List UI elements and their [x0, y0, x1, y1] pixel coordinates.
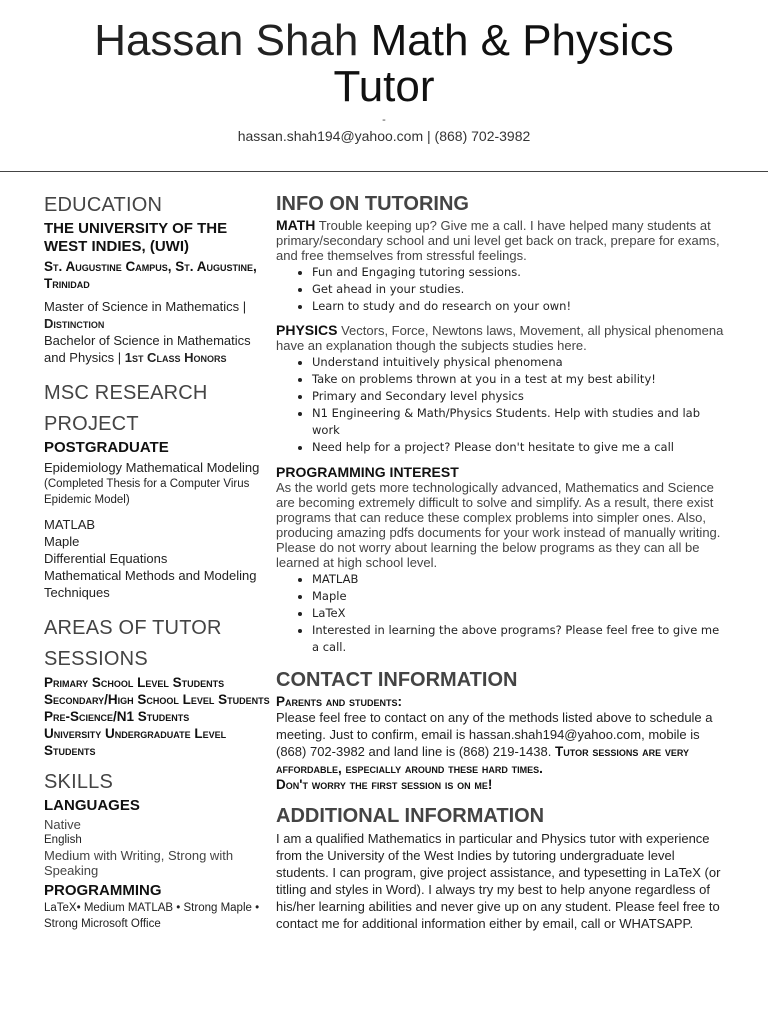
- skills-title: SKILLS: [44, 771, 114, 793]
- role-line1: Math & Physics: [370, 16, 674, 65]
- degree1-text: Master of Science in Mathematics |: [44, 299, 247, 314]
- degree2-honor: 1st Class Honors: [124, 350, 227, 365]
- areas-item: Primary School Level Students: [44, 675, 225, 690]
- programming-bullets: [276, 571, 726, 656]
- additional-text: I am a qualified Mathematics in particular and Physics tutor with experience from the University of the West Indies by tutoring undergraduate level students. I can program, give project assistance, and typesetting in LaTeX (or titling and styles in Word). I always try my best to help anyone regardless of his/her learning abilities and never give up on any student. Please feel free to contact me for additional information either by email, call or WHATSAPP.: [276, 831, 721, 931]
- programming-skills: LaTeX• Medium MATLAB • Strong Maple • Strong Microsoft Office: [44, 902, 260, 930]
- areas-item: Pre-Science/N1 Students: [44, 709, 190, 724]
- physics-text: Vectors, Force, Newtons laws, Movement, all physical phenomena have an explanation though the subjects studies here.: [276, 323, 724, 353]
- research-title-line2: PROJECT: [44, 413, 139, 435]
- list-item: • Understand intuitively physical phenomena: [312, 354, 726, 371]
- language-level: Medium with Writing, Strong with Speaking: [44, 848, 234, 878]
- person-name: Hassan Shah: [94, 16, 359, 65]
- list-item: • Get ahead in your studies.: [312, 281, 726, 298]
- contact-bold1: Tutor sessions are very affordable, especially around these hard times.: [276, 744, 690, 776]
- left-column: [44, 190, 270, 932]
- research-title-line1: MSC RESEARCH: [44, 382, 208, 404]
- contact-lead: Parents and students:: [276, 694, 403, 709]
- resume-header: [0, 18, 768, 144]
- research-tool: Differential Equations: [44, 551, 168, 566]
- research-subtitle: POSTGRADUATE: [44, 439, 169, 456]
- right-column: [276, 190, 726, 932]
- research-thesis: (Completed Thesis for a Computer Virus Epidemic Model): [44, 478, 250, 506]
- math-lead: MATH: [276, 217, 316, 233]
- areas-item: Secondary/High School Level Students: [44, 692, 270, 707]
- physics-bullets: [276, 354, 726, 456]
- list-item: • Learn to study and do research on your own!: [312, 298, 726, 315]
- physics-paragraph: [276, 323, 726, 353]
- list-item: • N1 Engineering & Math/Physics Students. Help with studies and lab work: [312, 405, 726, 439]
- header-dash: -: [382, 114, 386, 126]
- list-item: • Take on problems thrown at you in a test at my best ability!: [312, 371, 726, 388]
- research-tool: MATLAB: [44, 517, 96, 532]
- languages-title: LANGUAGES: [44, 797, 140, 814]
- areas-title-line2: SESSIONS: [44, 648, 148, 670]
- programming-interest-lead: PROGRAMMING INTEREST: [276, 464, 459, 480]
- contact-bold2: Don't worry the first session is on me!: [276, 777, 493, 792]
- list-item: • Primary and Secondary level physics: [312, 388, 726, 405]
- math-bullets: [276, 264, 726, 315]
- math-text: Trouble keeping up? Give me a call. I have helped many students at primary/secondary school and uni level get back on track, prepare for exams, and free themselves from stressful feelings.: [276, 218, 720, 263]
- research-topic: Epidemiology Mathematical Modeling: [44, 460, 260, 475]
- degree1-honor: Distinction: [44, 316, 105, 331]
- list-item: • Maple: [312, 588, 726, 605]
- research-tool: Mathematical Methods and Modeling Techniques: [44, 568, 257, 600]
- education-degree2: [44, 332, 270, 366]
- list-item: • LaTeX: [312, 605, 726, 622]
- language-english: English: [44, 834, 82, 846]
- info-title: INFO ON TUTORING: [276, 193, 469, 215]
- contact-title: CONTACT INFORMATION: [276, 669, 518, 691]
- page-title: [0, 18, 768, 110]
- math-paragraph: [276, 218, 726, 263]
- language-native: Native: [44, 817, 81, 832]
- role-line2: Tutor: [333, 62, 435, 111]
- additional-title: ADDITIONAL INFORMATION: [276, 805, 545, 827]
- contact-text: Please feel free to contact on any of the methods listed above to schedule a meeting. Just to confirm, email is hassan.shah194@yahoo.com, mobile is (868) 702-3982 and land line is (868) 219-1438.: [276, 710, 713, 759]
- list-item: • Fun and Engaging tutoring sessions.: [312, 264, 726, 281]
- education-school: THE UNIVERSITY OF THE WEST INDIES, (UWI): [44, 220, 228, 255]
- research-tool: Maple: [44, 534, 80, 549]
- header-contact: hassan.shah194@yahoo.com | (868) 702-3982: [237, 128, 531, 144]
- degree2-text: Bachelor of Science in Mathematics and Physics |: [44, 333, 251, 365]
- list-item: • MATLAB: [312, 571, 726, 588]
- physics-lead: PHYSICS: [276, 322, 338, 338]
- header-divider: [0, 171, 768, 172]
- education-title: EDUCATION: [44, 194, 163, 216]
- education-degree1: [44, 298, 270, 332]
- areas-item: University Undergraduate Level Students: [44, 726, 227, 758]
- list-item: • Need help for a project? Please don't hesitate to give me a call: [312, 439, 726, 456]
- list-item: • Interested in learning the above programs? Please feel free to give me a call.: [312, 622, 726, 656]
- contact-paragraph: [276, 709, 726, 777]
- education-campus: St. Augustine Campus, St. Augustine, Trinidad: [44, 259, 257, 291]
- programming-title: PROGRAMMING: [44, 882, 162, 899]
- programming-interest-text: As the world gets more technologically advanced, Mathematics and Science are becoming extremely difficult to solve and simplify. As a result, there exist programs that can reduce these complex problems into simpler ones. Also, producing amazing pdfs documents for your work instead of manually writing. Please do not worry about learning the below programs as they can all be learned at high school level.: [276, 480, 721, 570]
- areas-title-line1: AREAS OF TUTOR: [44, 617, 222, 639]
